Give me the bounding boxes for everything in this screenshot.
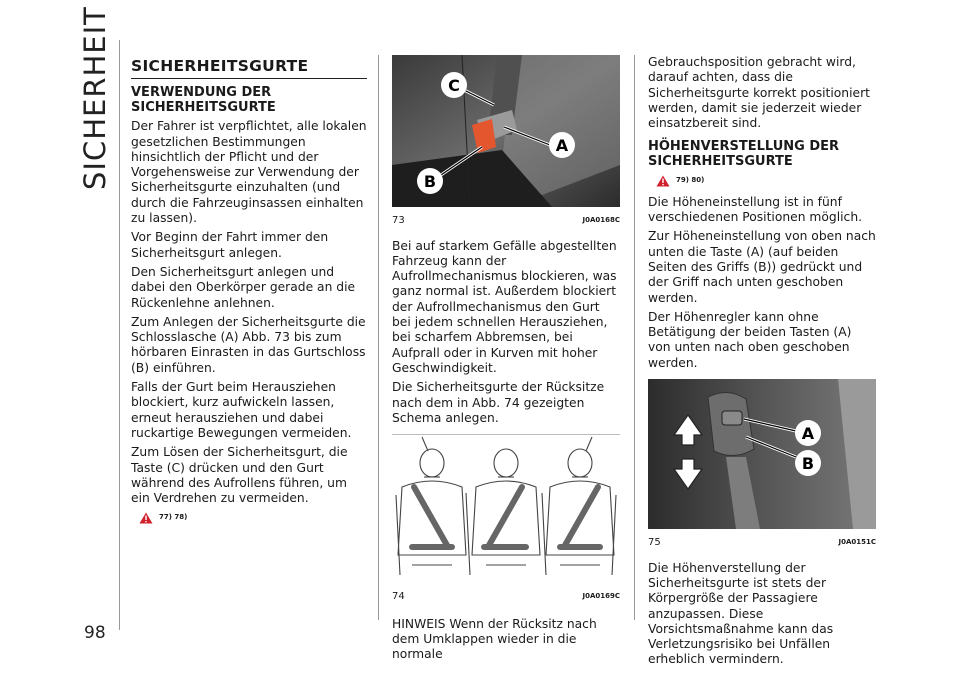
seatbelt-buckle-photo [392,55,620,207]
paragraph: Bei auf starkem Gefälle abgestellten Fahrzeug kann der Aufrollmechanismus blockieren, was ganz normal ist. Außerdem blockiert der Aufrollmechanismus den Gurt bei jedem schnellen Herausziehen, bei scharfem Abbremsen, bei Aufprall oder in Kurven mit hoher Geschwindigkeit. [392,238,617,375]
paragraph: Falls der Gurt beim Herausziehen blockiert, kurz aufwickeln lassen, erneut herausziehen und dabei ruckartige Bewegungen vermeiden. [131,380,352,440]
label-b: B [423,172,437,191]
middle-column [392,55,620,667]
figure-74 [392,435,620,605]
note-paragraph: HINWEIS Wenn der Rücksitz nach dem Umklappen wieder in die normale [392,616,597,662]
rear-seat-belt-diagram [392,435,620,583]
figure-number: 74 [392,591,405,603]
figure-number: 75 [648,537,661,549]
closing-paragraph: Die Höhenverstellung der Sicherheitsgurte ist stets der Körpergröße der Passagiere anzupassen. Diese Vorsichtsmaßnahme kann das Verletzungsrisiko bei Unfällen erheblich vermindern. [648,560,834,667]
figure-caption [648,535,876,550]
height-adjuster-photo [648,379,876,529]
label-a: A [555,136,569,155]
label-c: C [448,76,460,95]
warning-refs: 77) 78) [159,513,188,522]
paragraph: Zum Anlegen der Sicherheitsgurte die Schlosslasche (A) Abb. 73 bis zum hörbaren Einrasten in das Gurtschloss (B) einführen. [131,314,366,375]
figure-code: J0A0169C [582,592,620,601]
paragraph: Die Höheneinstellung ist in fünf verschiedenen Positionen möglich. [648,194,863,225]
warning-refs: 79) 80) [676,176,705,185]
main-heading: SICHERHEITSGURTE [131,57,309,75]
figure-code: J0A0168C [582,216,620,225]
label-b: B [801,454,815,474]
page-number: 98 [84,623,106,643]
figure-caption [392,589,620,604]
warning-triangle-icon [656,175,670,187]
paragraph: Zur Höheneinstellung von oben nach unten die Taste (A) (auf beiden Seiten des Griffs (B)) gedrückt und der Griff nach unten geschoben werden. [648,229,876,305]
subheading-usage: VERWENDUNG DER SICHERHEITSGURTE [131,85,276,116]
paragraph: Der Fahrer ist verpflichtet, alle lokalen gesetzlichen Bestimmungen hinsichtlich der Pflicht und der Vorgehensweise zur Verwendung der Sicherheitsgurte einzuhalten (und durch die Fahrzeuginsassen einhalten zu lassen). [131,119,367,226]
paragraph: Der Höhenregler kann ohne Betätigung der beiden Tasten (A) von unten nach oben geschoben werden. [648,309,852,370]
column-divider [378,55,379,620]
section-title: SICHERHEIT [78,6,112,190]
column-divider [634,55,635,620]
section-divider [119,40,120,630]
right-column [648,55,876,672]
figure-number: 73 [392,215,405,227]
paragraph: Zum Lösen der Sicherheitsgurt, die Taste (C) drücken und den Gurt während des Aufrollens führen, um ein Verdrehen zu vermeiden. [131,445,348,506]
figure-75 [648,379,876,551]
paragraph: Vor Beginn der Fahrt immer den Sicherheitsgurt anlegen. [131,230,329,260]
figure-caption [392,213,620,228]
paragraph: Gebrauchsposition gebracht wird, darauf achten, dass die Sicherheitsgurte korrekt positioniert werden, damit sie jederzeit wieder einsatzbereit sind. [648,55,870,131]
subheading-height: HÖHENVERSTELLUNG DER SICHERHEITSGURTE [648,139,840,170]
paragraph: Die Sicherheitsgurte der Rücksitze nach dem in Abb. 74 gezeigten Schema anlegen. [392,380,605,425]
warning-triangle-icon [139,512,153,524]
heading-rule [131,78,367,79]
warning-reference [139,510,367,525]
paragraph: Den Sicherheitsgurt anlegen und dabei den Oberkörper gerade an die Rückenlehne anlehnen. [131,264,356,310]
figure-code: J0A0151C [838,538,876,547]
figure-73 [392,55,620,229]
left-column [131,55,367,532]
warning-reference [656,173,876,188]
label-a: A [801,424,815,444]
